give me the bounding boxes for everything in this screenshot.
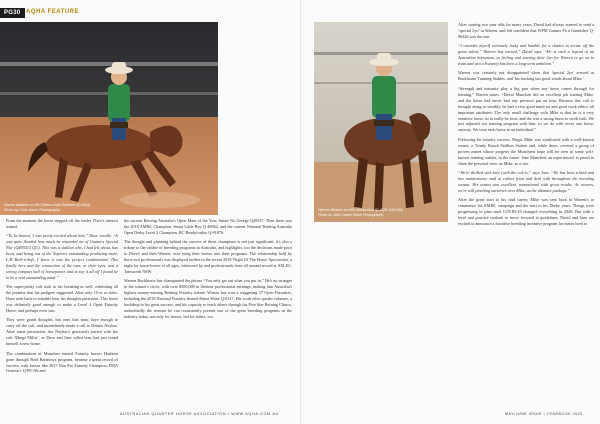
paragraph: After starting two year olds for many years, David had always wanted to send a ‘special 2yo’ to Warren, and felt confident that WPM Gunner Pa n Gunnisher Q-96426 was the one. [458, 22, 594, 39]
column-2 [124, 218, 292, 323]
left-photo [0, 22, 218, 215]
footer-publication: AUSTRALIAN QUARTER HORSE ASSOCIATION • WWW.AQHA.COM.AU [120, 412, 279, 416]
column-3 [458, 22, 594, 230]
paragraph: “To be honest, I was pretty excited about him,” Dave recalls. “It was quite flooded how much he reminded me of Gunners Special Nite (Q495513 QU). This was a stallion who, I had felt about, has been, and being out of the Nayton's outstanding producing mare, L.H Rich-n-Soft, I knew it was the perfect combination! This finally hers and the connection of the cam, or their eyes, was a strong compact ball of horsepower, and to top it all off I found he to be a real outstanding mind.” [6, 233, 118, 280]
column-1 [6, 218, 118, 378]
paragraph: “We're thrilled with how (with the colt is,” says Jane. “We has been a kind and low maintenance stud to collect from and deal with throughout the breeding season. His semen was excellent, nonnational with great results. As owners, we're still pinching ourselves over Mike, as the ultimate package.” [458, 169, 594, 193]
paragraph: Warren was certainly not disappointed when that 'special 2yo' arrived at Backhouse Training Stables, and 'his tracking has good winds about Mike.' [458, 70, 594, 82]
paragraph: After the great start to his stud career, Mike was sent back to Warren's to commence his AMHC campaign and the start to his Derby years. Things were progressing to plan until COVID-19 changed everything in 2020. But with a level and positive outlook to move forward at guidelines, David and Jane are excited to announce a lucrative breeding incentive program for mares bred to [458, 197, 594, 226]
paragraph: Following his futurity success, Magic Mike was syndicated with a well-known owner, a Trinity Ranch Stallion Station and, while there, covered a group of proven mares whose progeny the Munchens hope will be seen in some well-known training stables, in the future. Jane Munchen, an experienced, is proud to share the personal view on Mike, as a sire. [458, 136, 594, 166]
left-photo-caption: Darren Baldwin on WH Sheza Gold Grimbee (Q-RAQ) Photo by Chris Jones Photography [4, 203, 91, 212]
paragraph: The combination of Munchen started Futurity horses Harbour gone through Reid Rainbows program, became a great record of success, with horses like 2017 Non Pro Futurity Champion, DNA Genesis's Q-RT-A6 and [6, 350, 118, 374]
paragraph: “Strength and maturity play a big part when any horse comes through for training,” Warren states. “David Munchen did an excellent job starting Mike, and the horse had never had any pressure put on him. Because this colt is brought along so steadily, he had a very good mind set and good work ethics, all important attributes. The only small challenge with Mike is that he is a very sensitive horse, so to really be slow, and the was a strong horse to work with. We just adjusted our training program with him, so we do with every one horse, anyway. We treat each horse as an individual.” [458, 85, 594, 133]
footer-issue: MAY/JUNE ISSUE • YEARBOOK 2020 [505, 412, 583, 416]
paragraph: the current Reining Australia's Open Mare of the Year, Smart No George Q49337. Then there was the 2018 AMHC Champion, Smart Little Roy Q-49062, and the current National Reining Australia Open Derby Level 2 Champion, BC Readyforthis Q-91876. [124, 218, 292, 235]
page-number: PG30 [0, 8, 25, 18]
paragraph: The super-pretty colt took to his breaking-in well, exhibiting all the promise that his pedigree suggested. After only 10 or so rides, Dave rode back to reinable him, his thoughts persistent. This horse was definitely good enough to make a Level 4 Open Futurity Horse, and perhaps even win. [6, 284, 118, 314]
paragraph: From the moment the horse stepped off the trailer, Dave's interest waned. [6, 218, 118, 229]
paragraph: They were grand thoughts, but ones that must have enough to carry off the colt, and immediately made a call to Dennis Neyhas. After some persuasion, the Neyhas's graciously parted with the colt ‘Marge Millet’, as Dave and Jane called him, had just found himself a new home. [6, 317, 118, 347]
spine-divider [300, 0, 301, 424]
paragraph: Warren Backhouse has championed the phrase “You only get out what you put in.” He's no stranger to the winner's circle, with over $300,000 in lifetime professional earnings, making him Australia's highest money-earning Reining Futurity trainer. Warren has won a staggering 37 Open Futurities, including the 2018 National Futurity aboard Sheza Shine Q-0127. His work ethic speaks volumes, a backdrop to his great success, and his capacity to teach others through his Five Star Reining Clinics, undoubtedly the reasons he can consistently present one of the great breeding programs in the industry today, not only for horses, but for riders, too. [124, 278, 292, 320]
section-label: AQHA FEATURE [26, 9, 79, 15]
right-photo [314, 22, 448, 222]
paragraph: “I consider myself extremely lucky and humble for a chance to secure off the great talent,” Warren has earned,” David says. “He is such a legend of an Australian horseman, so feeling and starting their 2yo for Warren to go on to train and win a Futurity has been a long-term ambition.” [458, 43, 594, 67]
paragraph: The thought and planning behind the success of these champions is not just significant, it's also a tribute to the calibre of breeding programs in Australia, and highlights, too the decisions made prior to Dave's and then Warren, over tying their horses into their programs. The relationship held by these two professionals was displayed further in the recent 2019 'Night Of The Horse' Spectacular, a night for horse-lovers of all ages, witnessed by and professionals from all around record at AELEC, Tamworth NSW. [124, 239, 292, 275]
right-photo-caption: Warren Neaves on WH Sheza Bud (Q-AQD QA1304) Photo by Jolly Clarke Kebel Photography [318, 208, 403, 217]
